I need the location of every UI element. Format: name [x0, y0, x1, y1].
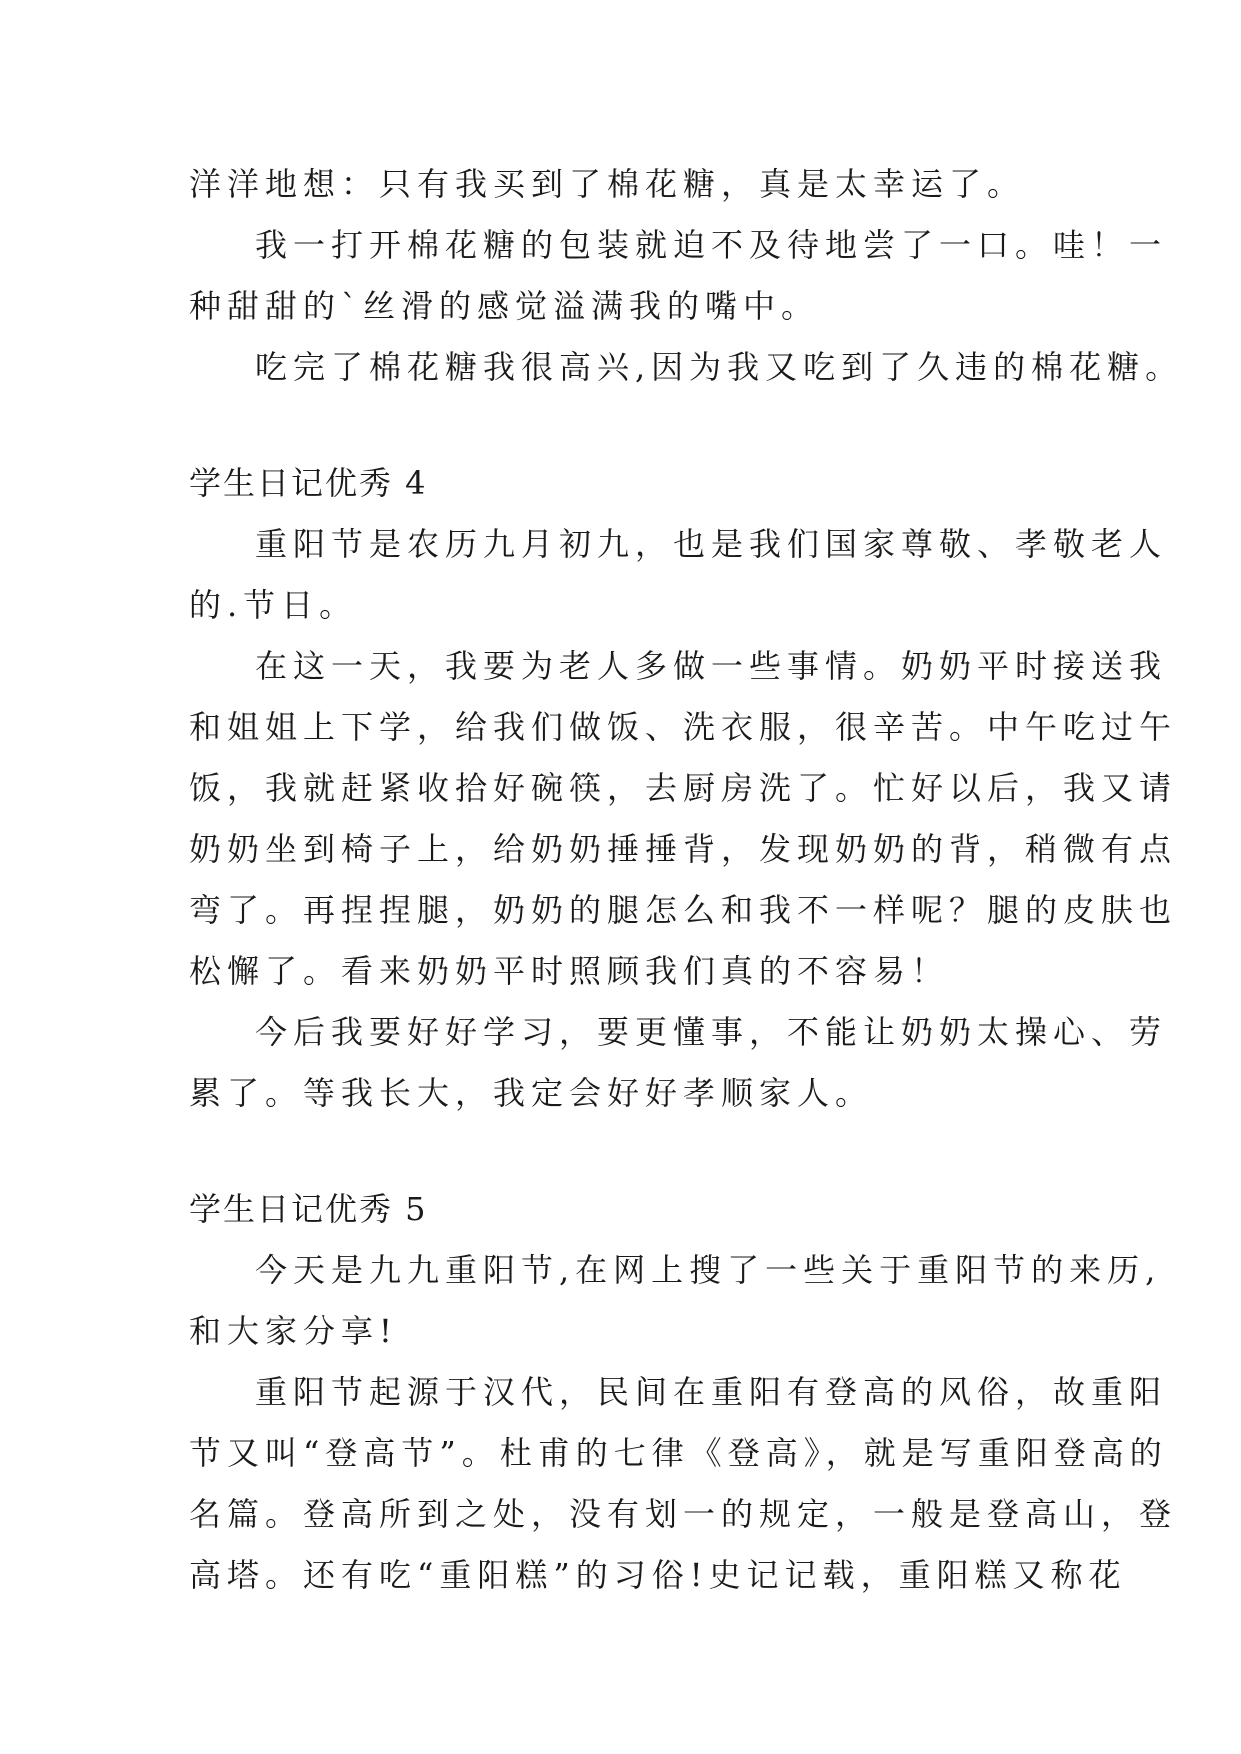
paragraph-line: 种甜甜的`丝滑的感觉溢满我的嘴中。: [189, 287, 820, 325]
paragraph-line: 名篇。登高所到之处，没有划一的规定，一般是登高山，登: [189, 1495, 1178, 1533]
section-title: 学生日记优秀 4: [189, 464, 428, 502]
paragraph-line: 今后我要好好学习，要更懂事，不能让奶奶太操心、劳: [255, 1013, 1168, 1051]
document-page: [189, 154, 1184, 1606]
paragraph-line: 洋洋地想：只有我买到了棉花糖，真是太幸运了。: [189, 165, 1026, 203]
paragraph-line: 在这一天，我要为老人多做一些事情。奶奶平时接送我: [255, 647, 1168, 685]
paragraph-line: 的.节日。: [189, 586, 358, 624]
paragraph-line: 节又叫“登高节”。杜甫的七律《登高》，就是写重阳登高的: [189, 1434, 1168, 1472]
paragraph-line: 重阳节是农历九月初九，也是我们国家尊敬、孝敬老人: [255, 525, 1168, 563]
paragraph-line: 今天是九九重阳节,在网上搜了一些关于重阳节的来历,: [255, 1251, 1162, 1289]
paragraph-line: 奶奶坐到椅子上，给奶奶捶捶背，发现奶奶的背，稍微有点: [189, 830, 1178, 868]
paragraph-line: 累了。等我长大，我定会好好孝顺家人。: [189, 1074, 874, 1112]
paragraph-line: 和姐姐上下学，给我们做饭、洗衣服，很辛苦。中午吃过午: [189, 708, 1178, 746]
section-gap: [189, 398, 1057, 453]
paragraph-line: 我一打开棉花糖的包装就迫不及待地尝了一口。哇！一: [255, 226, 1168, 264]
paragraph-line: 松懈了。看来奶奶平时照顾我们真的不容易！: [189, 952, 950, 990]
section-gap: [189, 1124, 1057, 1179]
paragraph-line: 重阳节起源于汉代，民间在重阳有登高的风俗，故重阳: [255, 1373, 1168, 1411]
section-title: 学生日记优秀 5: [189, 1190, 428, 1228]
diary-section-4: [189, 453, 1178, 1124]
paragraph-line: 弯了。再捏捏腿，奶奶的腿怎么和我不一样呢？腿的皮肤也: [189, 891, 1178, 929]
intro-block: [189, 154, 1184, 398]
paragraph-line: 吃完了棉花糖我很高兴,因为我又吃到了久违的棉花糖。: [255, 348, 1184, 386]
paragraph-line: 高塔。还有吃“重阳糕”的习俗!史记记载，重阳糕又称花: [189, 1556, 1127, 1594]
paragraph-line: 和大家分享!: [189, 1312, 398, 1350]
diary-section-5: [189, 1179, 1178, 1606]
paragraph-line: 饭，我就赶紧收拾好碗筷，去厨房洗了。忙好以后，我又请: [189, 769, 1178, 807]
